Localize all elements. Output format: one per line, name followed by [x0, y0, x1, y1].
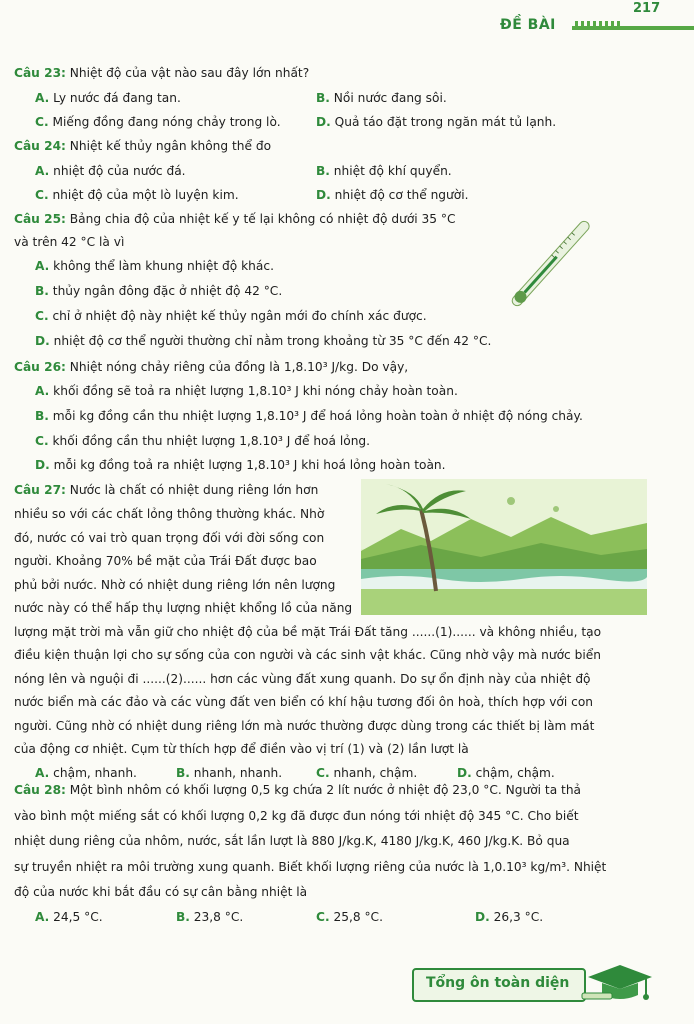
section-title: ĐỀ BÀI [500, 17, 556, 33]
q27-line-8: điều kiện thuận lợi cho sự sống của con người và các sinh vật khác. Cũng nhờ vậy mà nước biển [14, 648, 601, 662]
q26-option-d[interactable] [35, 457, 446, 473]
option-text: nhiệt độ khí quyển. [333, 164, 452, 178]
q24-option-b[interactable] [316, 163, 452, 179]
q23-text: Nhiệt độ của vật nào sau đây lớn nhất? [69, 66, 310, 80]
option-text: nhanh, chậm. [333, 766, 418, 780]
q27-line-5: phủ bởi nước. Nhờ có nhiệt dung riêng lớn nên lượng [14, 578, 336, 592]
q28-option-d[interactable] [475, 909, 543, 925]
q28-option-b[interactable] [176, 909, 243, 925]
option-text: thủy ngân đông đặc ở nhiệt độ 42 °C. [52, 284, 283, 298]
q26-label: Câu 26: [14, 360, 66, 374]
q27-option-b[interactable] [176, 765, 282, 781]
q27-option-c[interactable] [316, 765, 417, 781]
option-letter: D. [35, 334, 50, 348]
option-text: nhanh, nhanh. [193, 766, 283, 780]
thermometer-image [497, 205, 607, 320]
option-text: 25,8 °C. [333, 910, 383, 924]
option-letter: C. [35, 115, 49, 129]
q27-line-3: đó, nước có vai trò quan trọng đối với đời sống con [14, 531, 325, 545]
option-letter: A. [35, 259, 50, 273]
option-letter: C. [316, 910, 330, 924]
option-letter: C. [35, 434, 49, 448]
option-text: nhiệt độ của một lò luyện kim. [52, 188, 239, 202]
q25-option-c[interactable] [35, 308, 427, 324]
q24-label: Câu 24: [14, 139, 66, 153]
q28-line-5: độ của nước khi bắt đầu có sự cân bằng nhiệt là [14, 885, 308, 899]
option-letter: C. [35, 309, 49, 323]
q27-option-d[interactable] [457, 765, 555, 781]
q26-option-a[interactable] [35, 383, 458, 399]
page-number: 217 [633, 1, 661, 16]
q27-text: Nước là chất có nhiệt dung riêng lớn hơn [69, 483, 319, 497]
q25-option-d[interactable] [35, 333, 491, 349]
q27-line-10: nước biển mà các đảo và các vùng đất ven biển có khí hậu tương đối ôn hoà, thích hợp với con [14, 695, 594, 709]
q27-line-9: nóng lên và nguội đi ......(2)...... hơn các vùng đất xung quanh. Do sự ổn định này của nhiệt độ [14, 672, 591, 686]
option-letter: A. [35, 766, 50, 780]
q24-option-d[interactable] [316, 187, 469, 203]
option-letter: B. [35, 284, 49, 298]
option-text: Nồi nước đang sôi. [333, 91, 447, 105]
option-text: chậm, chậm. [475, 766, 555, 780]
option-text: mỗi kg đồng toả ra nhiệt lượng 1,8.10³ J khi hoá lỏng hoàn toàn. [53, 458, 446, 472]
option-letter: D. [475, 910, 490, 924]
option-text: nhiệt độ cơ thể người. [334, 188, 469, 202]
footer-text: Tổng ôn toàn diện [426, 975, 570, 991]
option-text: Quả táo đặt trong ngăn mát tủ lạnh. [334, 115, 557, 129]
option-letter: B. [316, 164, 330, 178]
q28-text: Một bình nhôm có khối lượng 0,5 kg chứa 2 lít nước ở nhiệt độ 23,0 °C. Người ta thả [69, 783, 582, 797]
q24-option-c[interactable] [35, 187, 239, 203]
option-text: khối đồng cần thu nhiệt lượng 1,8.10³ J để hoá lỏng. [52, 434, 371, 448]
q26-option-c[interactable] [35, 433, 370, 449]
q24-stem [14, 138, 271, 154]
q27-line-2: nhiều so với các chất lỏng thông thường khác. Nhờ [14, 507, 325, 521]
q23-option-d[interactable] [316, 114, 556, 130]
option-letter: B. [176, 766, 190, 780]
q27-line-1 [14, 482, 318, 498]
q27-line-11: người. Cũng nhờ có nhiệt dung riêng lớn mà nước thường được dùng trong các thiết bị làm mát [14, 719, 595, 733]
option-text: nhiệt độ cơ thể người thường chỉ nằm trong khoảng từ 35 °C đến 42 °C. [53, 334, 492, 348]
q27-line-7: lượng mặt trời mà vẫn giữ cho nhiệt độ của bề mặt Trái Đất tăng ......(1)...... và không nhiều, tạo [14, 625, 602, 639]
q28-line-3: nhiệt dung riêng của nhôm, nước, sắt lần lượt là 880 J/kg.K, 4180 J/kg.K, 460 J/kg.K. Bỏ qua [14, 834, 570, 848]
q25-option-a[interactable] [35, 258, 274, 274]
option-letter: A. [35, 91, 50, 105]
q28-option-c[interactable] [316, 909, 383, 925]
option-letter: A. [35, 910, 50, 924]
option-letter: B. [35, 409, 49, 423]
q26-text: Nhiệt nóng chảy riêng của đồng là 1,8.10³ J/kg. Do vậy, [69, 360, 409, 374]
q25-stem [14, 211, 456, 227]
q27-line-6: nước này có thể hấp thụ lượng nhiệt khổng lồ của năng [14, 601, 353, 615]
q27-line-4: người. Khoảng 70% bề mặt của Trái Đất được bao [14, 554, 317, 568]
option-text: Miếng đồng đang nóng chảy trong lò. [52, 115, 281, 129]
option-letter: A. [35, 164, 50, 178]
q25-text2: và trên 42 °C là vì [14, 235, 125, 249]
option-text: nhiệt độ của nước đá. [53, 164, 186, 178]
q26-option-b[interactable] [35, 408, 583, 424]
option-text: Ly nước đá đang tan. [53, 91, 181, 105]
q27-line-12: của động cơ nhiệt. Cụm từ thích hợp để điền vào vị trí (1) và (2) lần lượt là [14, 742, 469, 756]
option-text: chỉ ở nhiệt độ này nhiệt kế thủy ngân mới đo chính xác được. [52, 309, 427, 323]
option-letter: B. [176, 910, 190, 924]
q26-stem [14, 359, 408, 375]
option-text: không thể làm khung nhiệt độ khác. [53, 259, 274, 273]
q25-text1: Bảng chia độ của nhiệt kế y tế lại không có nhiệt độ dưới 35 °C [69, 212, 456, 226]
option-letter: C. [316, 766, 330, 780]
q28-line-4: sự truyền nhiệt ra môi trường xung quanh. Biết khối lượng riêng của nước là 1,0.10³ kg/m³. Nhiệt [14, 860, 607, 874]
option-text: 26,3 °C. [493, 910, 544, 924]
q27-label: Câu 27: [14, 483, 66, 497]
option-letter: A. [35, 384, 50, 398]
q28-label: Câu 28: [14, 783, 66, 797]
q28-line-2: vào bình một miếng sắt có khối lượng 0,2 kg đã được đun nóng tới nhiệt độ 345 °C. Cho biết [14, 809, 579, 823]
option-letter: B. [316, 91, 330, 105]
q27-option-a[interactable] [35, 765, 137, 781]
graduation-cap-icon [580, 955, 655, 1010]
q25-option-b[interactable] [35, 283, 282, 299]
q23-option-b[interactable] [316, 90, 447, 106]
option-text: 24,5 °C. [53, 910, 103, 924]
q23-stem [14, 65, 309, 81]
q23-option-c[interactable] [35, 114, 281, 130]
option-letter: D. [316, 115, 331, 129]
option-letter: D. [457, 766, 472, 780]
q25-label: Câu 25: [14, 212, 66, 226]
q24-option-a[interactable] [35, 163, 186, 179]
header-bar [572, 26, 694, 30]
option-letter: C. [35, 188, 49, 202]
option-text: khối đồng sẽ toả ra nhiệt lượng 1,8.10³ J khi nóng chảy hoàn toàn. [53, 384, 458, 398]
option-letter: D. [316, 188, 331, 202]
island-illustration [361, 479, 647, 615]
option-text: chậm, nhanh. [53, 766, 137, 780]
option-text: mỗi kg đồng cần thu nhiệt lượng 1,8.10³ J để hoá lỏng hoàn toàn ở nhiệt độ nóng chảy. [52, 409, 583, 423]
q23-option-a[interactable] [35, 90, 181, 106]
option-text: 23,8 °C. [193, 910, 244, 924]
q28-option-a[interactable] [35, 909, 103, 925]
option-letter: D. [35, 458, 50, 472]
q23-label: Câu 23: [14, 66, 66, 80]
q28-line-1 [14, 782, 581, 798]
q24-text: Nhiệt kế thủy ngân không thể đo [69, 139, 272, 153]
